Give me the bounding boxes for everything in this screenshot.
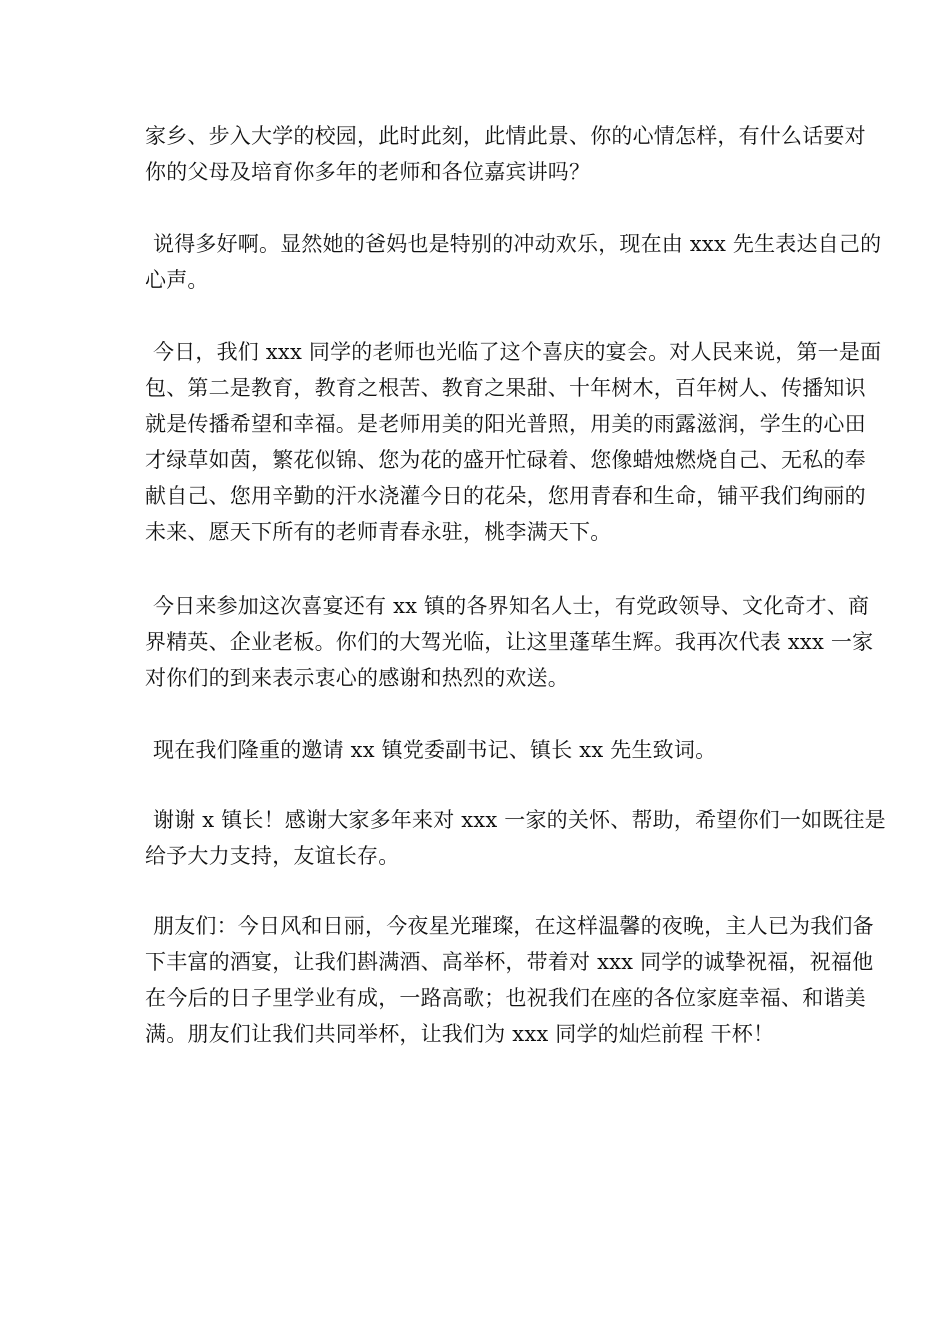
paragraph-line: 谢谢 x 镇长！感谢大家多年来对 xxx 一家的关怀、帮助，希望你们一如既往是 [153,808,886,832]
paragraph-line: 献自己、您用辛勤的汗水浇灌今日的花朵，您用青春和生命，铺平我们绚丽的 [145,484,866,508]
paragraph-1 [145,118,866,190]
paragraph-line: 包、第二是教育，教育之根苦、教育之果甜、十年树木，百年树人、传播知识 [145,376,866,400]
paragraph-2 [145,226,882,298]
paragraph-line: 家乡、步入大学的校园，此时此刻，此情此景、你的心情怎样，有什么话要对 [145,124,866,148]
paragraph-7 [145,908,874,1052]
paragraph-line: 说得多好啊。显然她的爸妈也是特别的冲动欢乐，现在由 xxx 先生表达自己的 [153,232,882,256]
paragraph-6 [145,802,886,874]
paragraph-line: 未来、愿天下所有的老师青春永驻，桃李满天下。 [145,520,612,544]
paragraph-line: 现在我们隆重的邀请 xx 镇党委副书记、镇长 xx 先生致词。 [153,738,717,762]
paragraph-line: 心声。 [145,268,209,292]
paragraph-line: 朋友们：今日风和日丽，今夜星光璀璨，在这样温馨的夜晚，主人已为我们备 [153,914,874,938]
paragraph-line: 下丰富的酒宴，让我们斟满酒、高举杯，带着对 xxx 同学的诚挚祝福，祝福他 [145,950,874,974]
paragraph-5 [145,732,823,768]
paragraph-line: 才绿草如茵，繁花似锦、您为花的盛开忙碌着、您像蜡烛燃烧自己、无私的奉 [145,448,866,472]
paragraph-3 [145,334,882,550]
paragraph-line: 在今后的日子里学业有成，一路高歌；也祝我们在座的各位家庭幸福、和谐美 [145,986,866,1010]
paragraph-4 [145,588,874,696]
paragraph-line: 给予大力支持，友谊长存。 [145,844,400,868]
paragraph-line: 对你们的到来表示衷心的感谢和热烈的欢送。 [145,666,569,690]
paragraph-line: 你的父母及培育你多年的老师和各位嘉宾讲吗？ [145,160,591,184]
paragraph-line: 今日来参加这次喜宴还有 xx 镇的各界知名人士，有党政领导、文化奇才、商 [153,594,870,618]
paragraph-line: 今日，我们 xxx 同学的老师也光临了这个喜庆的宴会。对人民来说，第一是面 [153,340,882,364]
paragraph-line: 就是传播希望和幸福。是老师用美的阳光普照，用美的雨露滋润，学生的心田 [145,412,866,436]
paragraph-line: 界精英、企业老板。你们的大驾光临，让这里蓬荜生辉。我再次代表 xxx 一家 [145,630,874,654]
paragraph-line: 满。朋友们让我们共同举杯，让我们为 xxx 同学的灿烂前程 干杯！ [145,1022,775,1046]
